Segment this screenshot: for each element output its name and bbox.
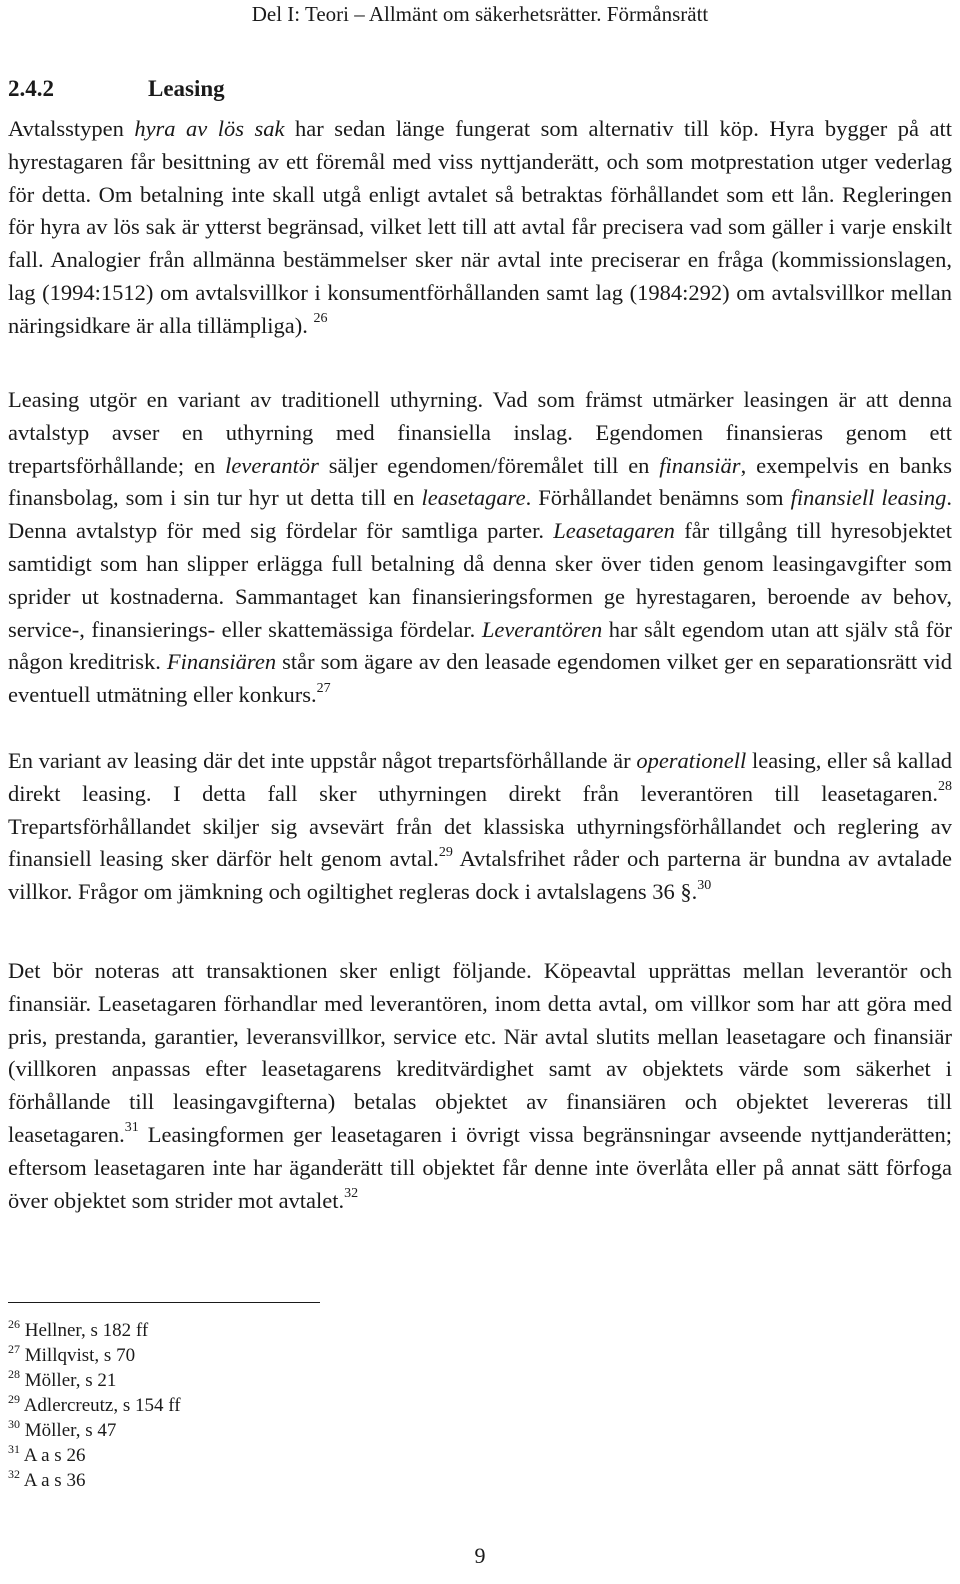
footnotes [8, 1318, 181, 1493]
italic-term: hyra av lös sak [134, 116, 285, 141]
text-run: har sålt egendom utan att själv stå för någon kreditrisk. [8, 616, 952, 675]
section-heading [8, 76, 225, 102]
page-number: 9 [474, 1543, 486, 1568]
section-title: Leasing [148, 76, 225, 101]
footnote-number: 29 [8, 1391, 20, 1406]
text-run: Avtalsstypen [8, 116, 135, 141]
footnote-item [8, 1468, 181, 1493]
footnote-separator [8, 1302, 320, 1303]
footnote-ref: 27 [316, 680, 331, 696]
footnote-number: 30 [8, 1416, 20, 1431]
footnote-number: 26 [8, 1316, 20, 1331]
body-paragraph [8, 745, 952, 909]
footnote-text: Möller, s 47 [24, 1420, 117, 1441]
italic-term: leverantör [225, 452, 319, 478]
text-run: får tillgång till hyresobjektet samtidigt som han slipper erlägga full betalning då denna sker över tiden genom leasingavgifter som sprider ut kostnaderna. Sammantaget kan finansieringsformen ge hyrestagaren, beroende av behov, service-, finansierings- eller skattemässiga fördelar. [8, 518, 952, 642]
text-run: står som ägare av den leasade egendomen vilket ger en separationsrätt vid eventuell utmätning eller konkurs. [8, 649, 952, 708]
footnote-item [8, 1343, 181, 1368]
footnote-number: 32 [8, 1466, 20, 1481]
text-run: har sedan länge fungerat som alternativ till köp. Hyra bygger på att hyrestagaren får besittning av ett föremål med viss nyttjanderätt, och som motprestation utger vederlag för detta. Om betalning inte skall utgå enligt avtalet så betraktas förhållandet som ett lån. Regleringen för hyra av lös sak är ytterst begränsad, vilket lett till att avtal får precisera vad som gäller i varje enskilt fall. Analogier från allmänna bestämmelser sker när avtal inte preciserar en fråga (kommissionslagen, lag (1994:1512) om avtalsvillkor i konsumentförhållanden samt lag (1984:292) om avtalsvillkor mellan näringsidkare är alla tillämpliga). [8, 116, 952, 338]
footnote-item [8, 1418, 181, 1443]
footnote-ref: 31 [124, 1120, 139, 1136]
footnote-text: Hellner, s 182 ff [24, 1320, 149, 1341]
footnote-number: 28 [8, 1366, 20, 1381]
footnote-item [8, 1318, 181, 1343]
footnote-text: Millqvist, s 70 [24, 1345, 136, 1366]
footnote-ref: 30 [697, 877, 712, 893]
running-header: Del I: Teori – Allmänt om säkerhetsrätter. Förmånsrätt [251, 2, 709, 26]
italic-term: Finansiären [166, 649, 277, 675]
footnote-ref: 32 [344, 1186, 359, 1202]
text-run: Avtalsfrihet råder och parterna är bundna av avtalade villkor. Frågor om jämkning och ogiltighet regleras dock i avtalslagens 36 §. [8, 846, 952, 905]
footnote-ref: 29 [438, 844, 453, 860]
footnote-item [8, 1368, 181, 1393]
text-run: säljer egendomen/föremålet till en [318, 452, 660, 478]
text-run: Trepartsförhållandet skiljer sig avsevärt från det klassiska uthyrningsförhållandet och reglering av finansiell leasing sker därför helt genom avtal. [8, 813, 952, 872]
footnote-item [8, 1393, 181, 1418]
footnote-number: 31 [8, 1441, 20, 1456]
text-run: En variant av leasing där det inte uppstår något trepartsförhållande är [8, 748, 637, 773]
text-run: . Denna avtalstyp för med sig fördelar för samtliga parter. [8, 485, 952, 544]
footnote-number: 27 [8, 1341, 20, 1356]
body-paragraph [8, 384, 952, 712]
text-run: leasing, eller så kallad direkt leasing. I detta fall sker uthyrningen direkt från leverantören till leasetagaren. [8, 748, 952, 806]
text-run: Leasingformen ger leasetagaren i övrigt vissa begränsningar avseende nyttjanderätten; eftersom leasetagaren inte har äganderätt till objektet får denne inte överlåta eller på annat sätt förfoga över objektet som strider mot avtalet. [8, 1121, 952, 1213]
body-paragraph [8, 113, 952, 343]
section-number: 2.4.2 [8, 76, 54, 101]
italic-term: finansiär [659, 452, 741, 478]
text-run: Leasing utgör en variant av traditionell uthyrning. Vad som främst utmärker leasingen är att denna avtalstyp avser en uthyrning med finansiella inslag. Egendomen finansieras genom ett trepartsförhållande; en [8, 387, 952, 478]
italic-term: finansiell leasing [790, 485, 947, 511]
footnote-text: Möller, s 21 [24, 1370, 117, 1391]
italic-term: Leasetagaren [553, 518, 675, 544]
text-run: , exempelvis en banks finansbolag, som i sin tur hyr ut detta till en [8, 452, 952, 511]
footnote-text: A a s 36 [23, 1470, 86, 1491]
footnote-ref: 26 [313, 311, 328, 327]
text-run: . Förhållandet benämns som [525, 485, 791, 511]
italic-term: leasetagare [421, 485, 526, 511]
footnote-ref: 28 [938, 779, 952, 795]
body-paragraph [8, 955, 952, 1217]
italic-term: operationell [636, 748, 747, 773]
italic-term: Leverantören [481, 616, 603, 642]
footnote-text: A a s 26 [23, 1445, 86, 1466]
footnote-item [8, 1443, 181, 1468]
text-run: Det bör noteras att transaktionen sker enligt följande. Köpeavtal upprättas mellan leverantör och finansiär. Leasetagaren förhandlar med leverantören, inom detta avtal, om villkor som har att göra med pris, prestanda, garantier, leveransvillkor, service etc. När avtal slutits mellan leasetagare och finansiär (villkoren anpassas efter leasetagarens kreditvärdighet samt av objektets värde som säkerhet i förhållande till leasingavgifterna) betalas objektet av finansiären och objektet levereras till leasetagaren. [8, 958, 952, 1147]
footnote-text: Adlercreutz, s 154 ff [23, 1395, 181, 1416]
